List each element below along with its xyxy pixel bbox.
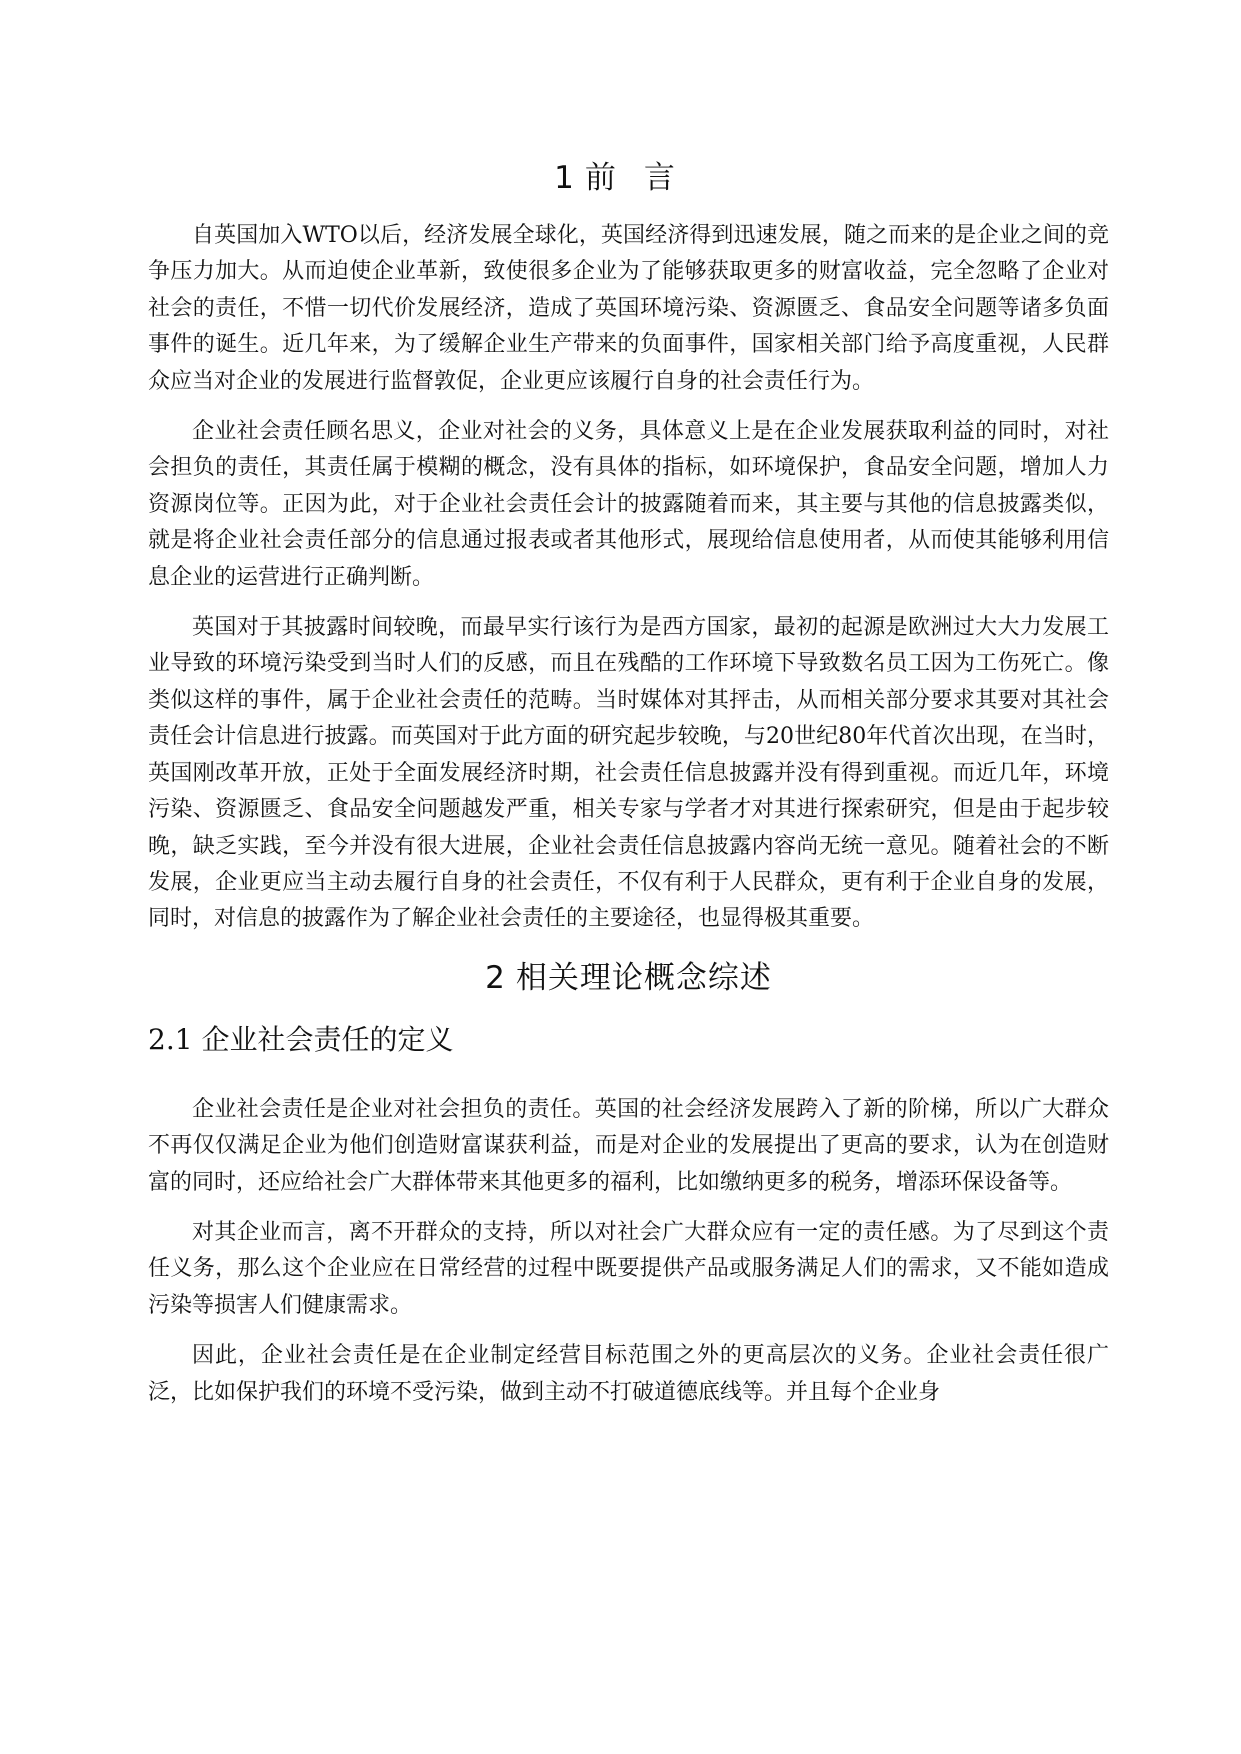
section-title: 相关理论概念综述 [515, 959, 772, 996]
section-number: 1 [554, 160, 575, 196]
body-paragraph: 企业社会责任顾名思义，企业对社会的义务，具体意义上是在企业发展获取利益的同时，对社会担负的责任，其责任属于模糊的概念，没有具体的指标，如环境保护，食品安全问题，增加人力资源岗位等。正因为此，对于企业社会责任会计的披露随着而来，其主要与其他的信息披露类似，就是将企业社会责任部分的信息通过报表或者其他形式，展现给信息使用者，从而使其能够利用信息企业的运营进行正确判断。 [148, 419, 1109, 590]
subsection-heading [148, 1020, 1109, 1060]
body-paragraph: 因此，企业社会责任是在企业制定经营目标范围之外的更高层次的义务。企业社会责任很广泛，比如保护我们的环境不受污染，做到主动不打破道德底线等。并且每个企业身 [148, 1343, 1109, 1405]
section-heading-theory [148, 958, 1109, 998]
subsection-number: 2.1 [148, 1022, 193, 1056]
section-number: 2 [485, 959, 506, 996]
body-paragraph: 自英国加入WTO以后，经济发展全球化，英国经济得到迅速发展，随之而来的是企业之间的竞争压力加大。从而迫使企业革新，致使很多企业为了能够获取更多的财富收益，完全忽略了企业对社会的责任，不惜一切代价发展经济，造成了英国环境污染、资源匮乏、食品安全问题等诸多负面事件的诞生。近几年来，为了缓解企业生产带来的负面事件，国家相关部门给予高度重视，人民群众应当对企业的发展进行监督敦促，企业更应该履行自身的社会责任行为。 [148, 223, 1109, 394]
section-title: 前言 [584, 160, 703, 196]
section-heading-preface [148, 158, 1109, 198]
body-paragraph: 对其企业而言，离不开群众的支持，所以对社会广大群众应有一定的责任感。为了尽到这个责任义务，那么这个企业应在日常经营的过程中既要提供产品或服务满足人们的需求，又不能如造成污染等损害人们健康需求。 [148, 1219, 1109, 1318]
subsection-title: 企业社会责任的定义 [201, 1022, 454, 1056]
body-paragraph: 企业社会责任是企业对社会担负的责任。英国的社会经济发展跨入了新的阶梯，所以广大群众不再仅仅满足企业为他们创造财富谋获利益，而是对企业的发展提出了更高的要求，认为在创造财富的同时，还应给社会广大群体带来其他更多的福利，比如缴纳更多的税务，增添环保设备等。 [148, 1096, 1109, 1195]
body-paragraph: 英国对于其披露时间较晚，而最早实行该行为是西方国家，最初的起源是欧洲过大大力发展工业导致的环境污染受到当时人们的反感，而且在残酷的工作环境下导致数名员工因为工伤死亡。像类似这样的事件，属于企业社会责任的范畴。当时媒体对其抨击，从而相关部分要求其要对其社会责任会计信息进行披露。而英国对于此方面的研究起步较晚，与20世纪80年代首次出现，在当时，英国刚改革开放，正处于全面发展经济时期，社会责任信息披露并没有得到重视。而近几年，环境污染、资源匮乏、食品安全问题越发严重，相关专家与学者才对其进行探索研究，但是由于起步较晚，缺乏实践，至今并没有很大进展，企业社会责任信息披露内容尚无统一意见。随着社会的不断发展，企业更应当主动去履行自身的社会责任，不仅有利于人民群众，更有利于企业自身的发展，同时，对信息的披露作为了解企业社会责任的主要途径，也显得极其重要。 [148, 615, 1109, 932]
